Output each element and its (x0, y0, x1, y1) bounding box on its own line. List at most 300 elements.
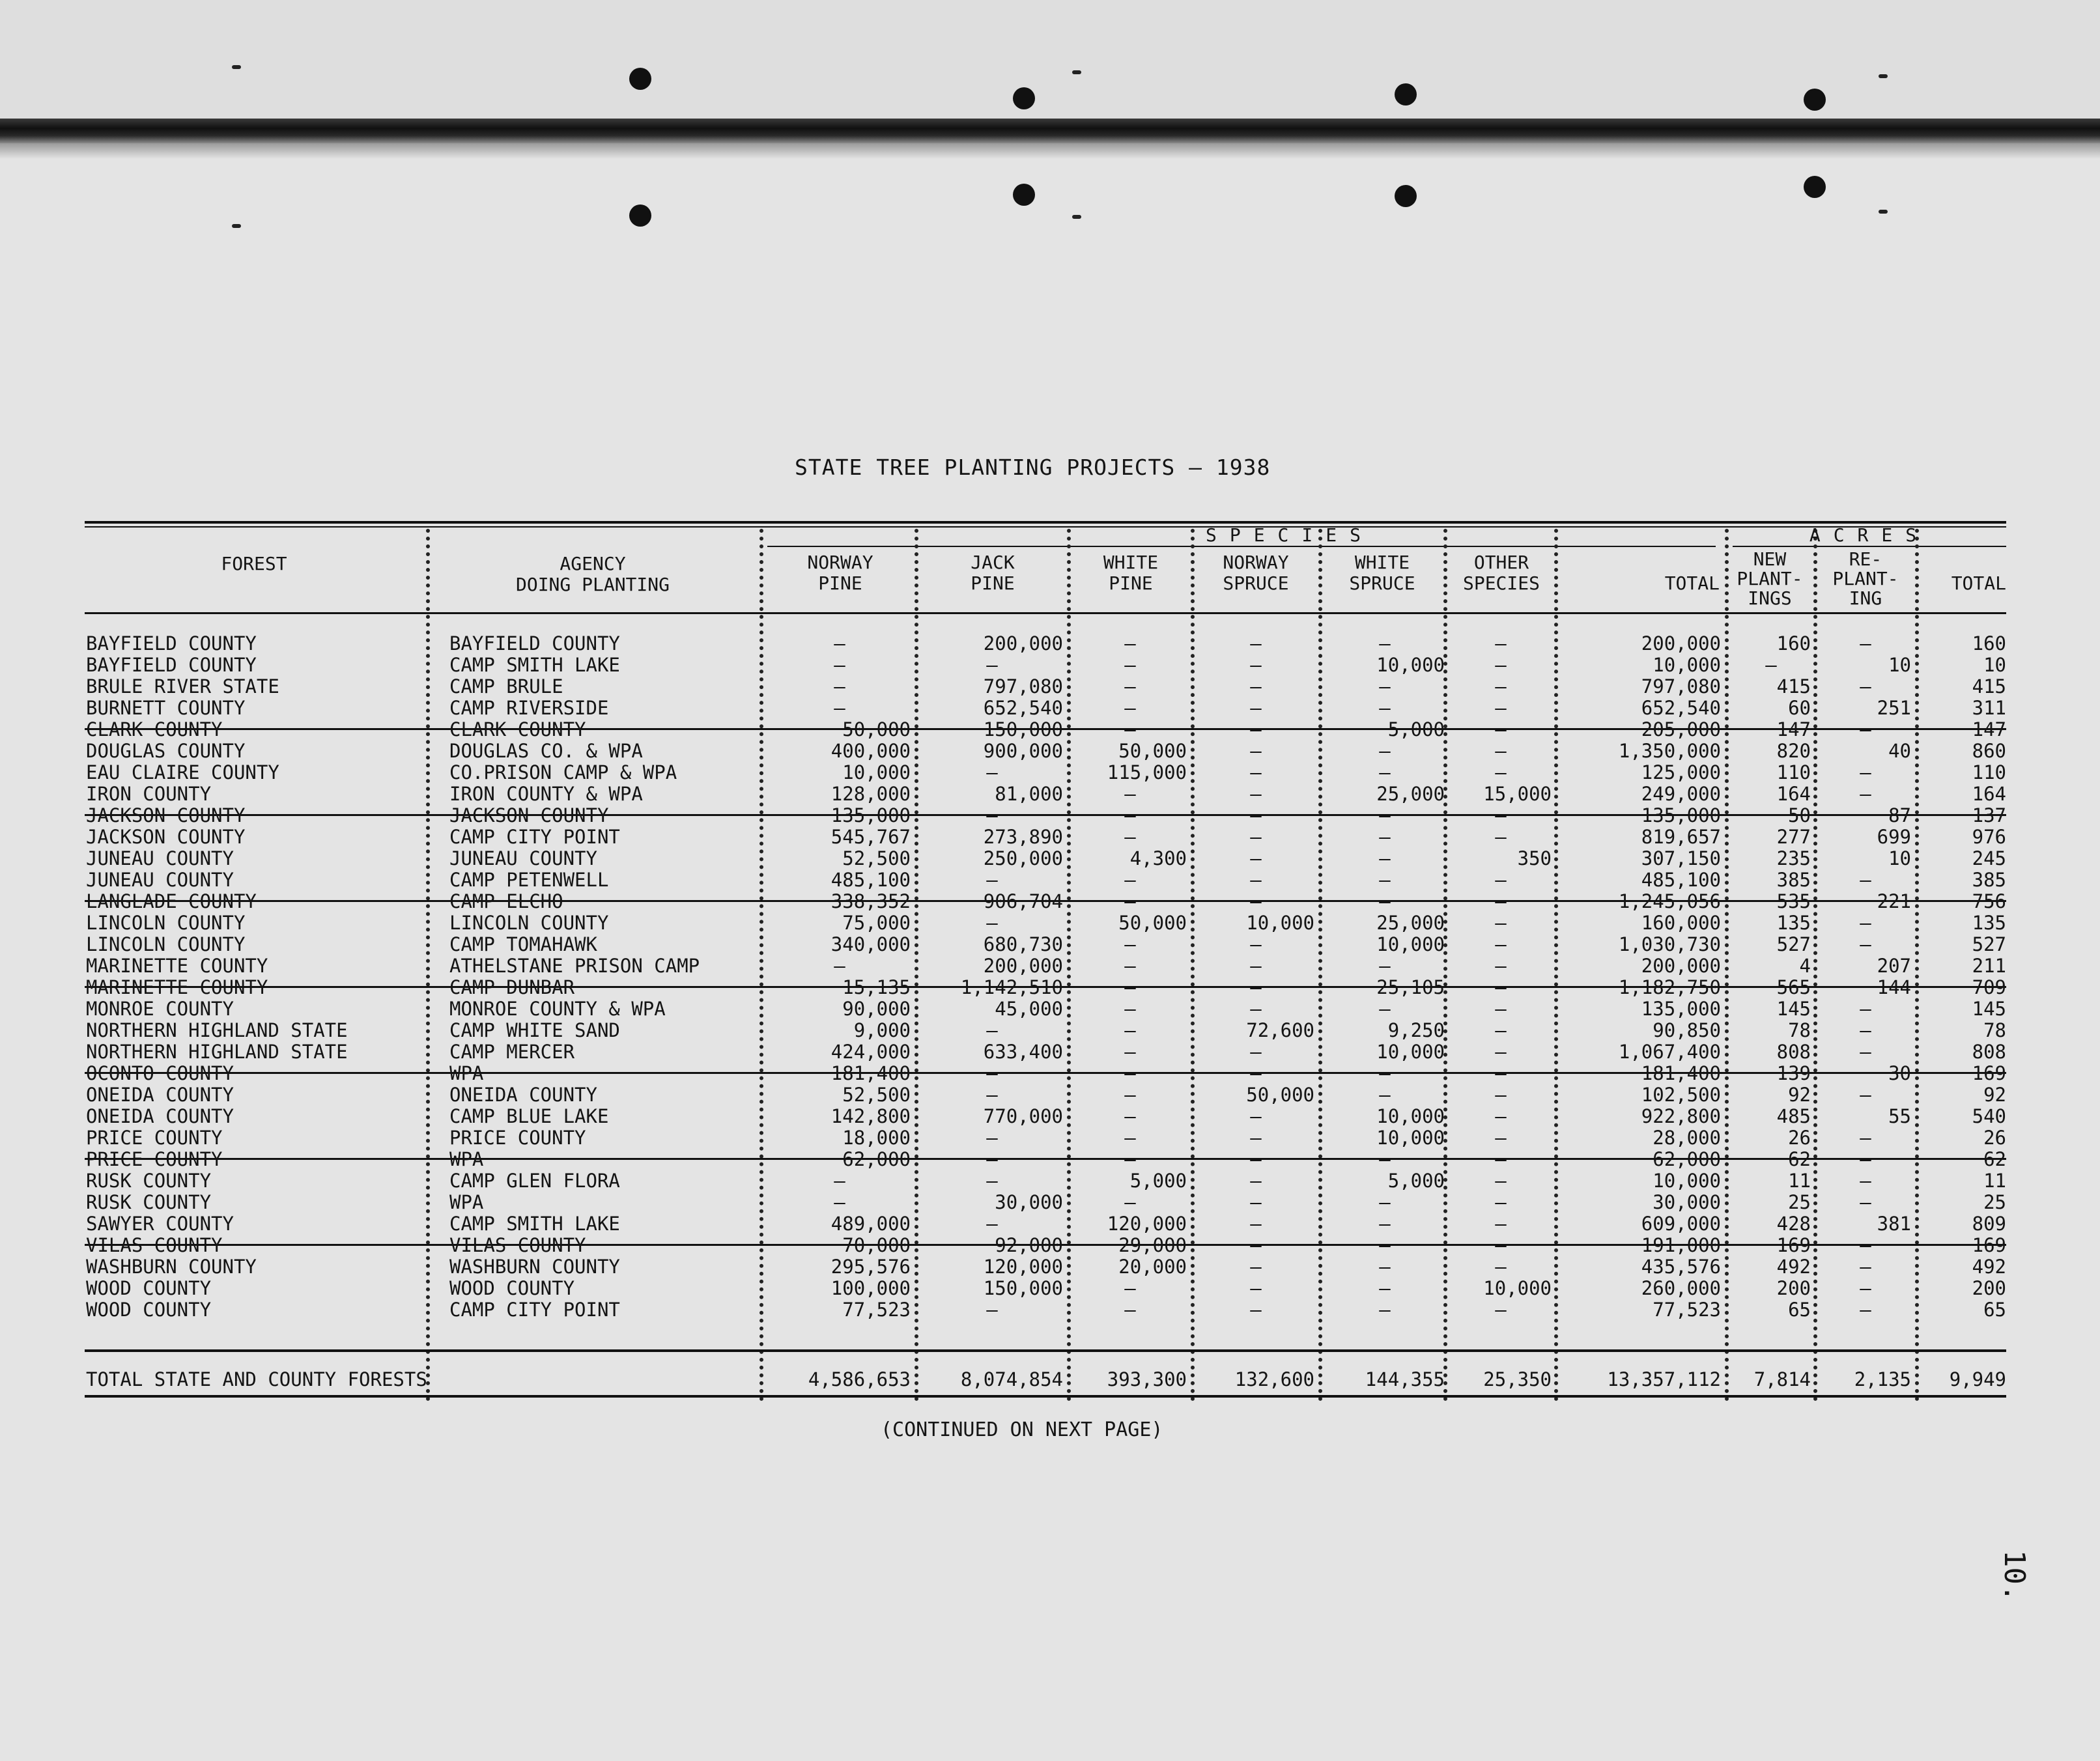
cell-forest: BURNETT COUNTY (86, 697, 246, 719)
header-species-group: SPECIES (1205, 524, 1374, 546)
cell-total-trees: 102,500 (1641, 1084, 1721, 1106)
cell-new-plantings: 62 (1788, 1148, 1811, 1170)
cell-white-spruce: — (1379, 1191, 1391, 1213)
header-jack-pine (921, 552, 1064, 594)
cell-norway-spruce: 10,000 (1246, 912, 1314, 934)
cell-white-spruce: — (1379, 890, 1391, 912)
cell-total-trees: 260,000 (1641, 1277, 1721, 1299)
header-norway-pine-line1: NORWAY (807, 552, 873, 573)
table-body (0, 633, 2100, 1321)
totals-white-spruce: 144,355 (1365, 1368, 1445, 1390)
cell-jack-pine: 250,000 (983, 847, 1063, 869)
cell-agency: CAMP CITY POINT (449, 1299, 620, 1321)
cell-forest: RUSK COUNTY (86, 1170, 212, 1192)
cell-jack-pine: — (986, 804, 998, 826)
table-row (0, 826, 2100, 848)
cell-norway-pine: 50,000 (842, 718, 911, 740)
cell-white-pine: — (1124, 1299, 1136, 1321)
cell-norway-pine: 181,400 (830, 1062, 911, 1084)
cell-acres-total: 160 (1972, 632, 2006, 655)
cell-jack-pine: 200,000 (983, 955, 1063, 977)
cell-re-planting: 55 (1888, 1105, 1911, 1127)
header-re-planting-line1: RE- (1849, 548, 1882, 570)
cell-norway-spruce: — (1250, 955, 1262, 977)
cell-white-spruce: — (1379, 1256, 1391, 1278)
cell-forest: LINCOLN COUNTY (86, 912, 246, 934)
cell-agency: ONEIDA COUNTY (449, 1084, 597, 1106)
cell-total-trees: 10,000 (1653, 1170, 1721, 1192)
totals-row (0, 1368, 2100, 1391)
totals-re-planting: 2,135 (1854, 1368, 1911, 1390)
cell-other-species: 350 (1517, 847, 1552, 869)
cell-other-species: — (1495, 1191, 1507, 1213)
cell-acres-total: 169 (1972, 1062, 2006, 1084)
cell-total-trees: 90,850 (1653, 1019, 1721, 1041)
cell-re-planting: 251 (1877, 697, 1911, 719)
cell-other-species: — (1495, 1062, 1507, 1084)
cell-forest: BRULE RIVER STATE (86, 675, 279, 697)
table-row (0, 1256, 2100, 1278)
cell-agency: JACKSON COUNTY (449, 804, 609, 826)
cell-other-species: — (1495, 718, 1507, 740)
cell-other-species: — (1495, 654, 1507, 676)
cell-forest: SAWYER COUNTY (86, 1213, 234, 1235)
cell-new-plantings: 65 (1788, 1299, 1811, 1321)
cell-forest: MARINETTE COUNTY (86, 955, 268, 977)
cell-new-plantings: 415 (1776, 675, 1811, 697)
cell-jack-pine: — (986, 1299, 998, 1321)
cell-forest: BAYFIELD COUNTY (86, 632, 257, 655)
cell-agency: CAMP TOMAHAWK (449, 933, 597, 955)
cell-norway-spruce: — (1250, 1234, 1262, 1256)
cell-new-plantings: 200 (1776, 1277, 1811, 1299)
cell-white-spruce: 25,105 (1376, 976, 1445, 998)
cell-white-spruce: — (1379, 998, 1391, 1020)
cell-white-spruce: — (1379, 1213, 1391, 1235)
cell-norway-pine: 485,100 (830, 869, 911, 891)
scan-speck (1879, 74, 1888, 78)
cell-acres-total: 110 (1972, 761, 2006, 783)
table-row (0, 676, 2100, 697)
cell-new-plantings: 11 (1788, 1170, 1811, 1192)
cell-other-species: — (1495, 1170, 1507, 1192)
cell-white-pine: — (1124, 1041, 1136, 1063)
cell-white-pine: — (1124, 1084, 1136, 1106)
cell-jack-pine: — (986, 1148, 998, 1170)
cell-norway-pine: — (834, 675, 845, 697)
cell-white-spruce: 10,000 (1376, 1105, 1445, 1127)
table-row (0, 955, 2100, 977)
cell-forest: PRICE COUNTY (86, 1148, 223, 1170)
cell-other-species: — (1495, 1148, 1507, 1170)
cell-norway-pine: 400,000 (830, 740, 911, 762)
cell-jack-pine: 906,704 (983, 890, 1063, 912)
cell-white-spruce: — (1379, 826, 1391, 848)
cell-norway-pine: 545,767 (830, 826, 911, 848)
header-jack-pine-line2: PINE (971, 572, 1015, 594)
table-row (0, 655, 2100, 676)
cell-total-trees: 200,000 (1641, 955, 1721, 977)
cell-acres-total: 527 (1972, 933, 2006, 955)
cell-new-plantings: 235 (1776, 847, 1811, 869)
table-bottom-rule (85, 1395, 2006, 1398)
cell-white-pine: 4,300 (1129, 847, 1187, 869)
cell-new-plantings: 92 (1788, 1084, 1811, 1106)
cell-acres-total: 92 (1983, 1084, 2006, 1106)
table-row (0, 977, 2100, 998)
cell-norway-pine: 62,000 (842, 1148, 911, 1170)
cell-norway-pine: 340,000 (830, 933, 911, 955)
cell-norway-spruce: — (1250, 1256, 1262, 1278)
cell-norway-spruce: — (1250, 632, 1262, 655)
cell-white-spruce: 5,000 (1387, 718, 1445, 740)
table-row (0, 869, 2100, 891)
cell-other-species: — (1495, 697, 1507, 719)
cell-forest: JACKSON COUNTY (86, 804, 246, 826)
cell-acres-total: 65 (1983, 1299, 2006, 1321)
cell-acres-total: 11 (1983, 1170, 2006, 1192)
cell-forest: DOUGLAS COUNTY (86, 740, 246, 762)
cell-acres-total: 860 (1972, 740, 2006, 762)
totals-acres: 9,949 (1949, 1368, 2006, 1390)
scan-speck (232, 224, 241, 228)
cell-other-species: — (1495, 1234, 1507, 1256)
cell-acres-total: 169 (1972, 1234, 2006, 1256)
header-white-pine-line2: PINE (1109, 572, 1153, 594)
cell-acres-total: 164 (1972, 783, 2006, 805)
cell-white-spruce: — (1379, 1277, 1391, 1299)
cell-jack-pine: 1,142,510 (960, 976, 1063, 998)
table-row (0, 1235, 2100, 1256)
cell-new-plantings: 78 (1788, 1019, 1811, 1041)
table-row (0, 1127, 2100, 1149)
cell-norway-spruce: — (1250, 1062, 1262, 1084)
table-row (0, 740, 2100, 762)
cell-re-planting: 144 (1877, 976, 1911, 998)
cell-white-spruce: — (1379, 847, 1391, 869)
cell-acres-total: 147 (1972, 718, 2006, 740)
header-acres-group: ACRES (1809, 524, 1930, 546)
cell-jack-pine: 30,000 (995, 1191, 1063, 1213)
cell-white-pine: — (1124, 1062, 1136, 1084)
cell-re-planting: — (1860, 998, 1871, 1020)
cell-new-plantings: 4 (1799, 955, 1811, 977)
cell-white-spruce: 9,250 (1387, 1019, 1445, 1041)
cell-forest: BAYFIELD COUNTY (86, 654, 257, 676)
cell-forest: OCONTO COUNTY (86, 1062, 234, 1084)
cell-agency: WASHBURN COUNTY (449, 1256, 620, 1278)
cell-new-plantings: 139 (1776, 1062, 1811, 1084)
cell-agency: WPA (449, 1062, 484, 1084)
cell-re-planting: 10 (1888, 654, 1911, 676)
cell-total-trees: 135,000 (1641, 998, 1721, 1020)
cell-white-spruce: — (1379, 697, 1391, 719)
header-white-spruce-line1: WHITE (1354, 552, 1410, 573)
cell-jack-pine: — (986, 1213, 998, 1235)
cell-forest: CLARK COUNTY (86, 718, 223, 740)
cell-agency: CAMP BLUE LAKE (449, 1105, 609, 1127)
totals-top-rule (85, 1349, 2006, 1352)
cell-re-planting: — (1860, 1127, 1871, 1149)
cell-jack-pine: — (986, 869, 998, 891)
cell-new-plantings: 50 (1788, 804, 1811, 826)
cell-agency: JUNEAU COUNTY (449, 847, 597, 869)
header-other-species (1450, 552, 1553, 594)
header-norway-pine (769, 552, 912, 594)
cell-total-trees: 160,000 (1641, 912, 1721, 934)
cell-other-species: — (1495, 1084, 1507, 1106)
cell-other-species: 10,000 (1483, 1277, 1552, 1299)
cell-total-trees: 652,540 (1641, 697, 1721, 719)
cell-jack-pine: 273,890 (983, 826, 1063, 848)
cell-norway-spruce: — (1250, 1213, 1262, 1235)
cell-norway-pine: — (834, 1170, 845, 1192)
cell-white-pine: — (1124, 1148, 1136, 1170)
cell-other-species: — (1495, 1256, 1507, 1278)
table-row (0, 762, 2100, 783)
cell-white-pine: 120,000 (1107, 1213, 1187, 1235)
cell-other-species: — (1495, 869, 1507, 891)
cell-white-spruce: — (1379, 1234, 1391, 1256)
cell-acres-total: 756 (1972, 890, 2006, 912)
header-norway-spruce (1197, 552, 1314, 594)
header-white-spruce (1325, 552, 1440, 594)
header-re-planting-line3: ING (1849, 587, 1882, 609)
cell-acres-total: 809 (1972, 1213, 2006, 1235)
cell-agency: DOUGLAS CO. & WPA (449, 740, 643, 762)
cell-norway-spruce: — (1250, 718, 1262, 740)
cell-re-planting: 30 (1888, 1062, 1911, 1084)
header-jack-pine-line1: JACK (971, 552, 1015, 573)
cell-forest: WOOD COUNTY (86, 1277, 212, 1299)
header-acres-total: TOTAL (1951, 572, 2006, 594)
cell-re-planting: 40 (1888, 740, 1911, 762)
binder-hole (629, 68, 651, 90)
cell-norway-pine: — (834, 632, 845, 655)
cell-norway-pine: 90,000 (842, 998, 911, 1020)
cell-re-planting: 221 (1877, 890, 1911, 912)
cell-norway-pine: 128,000 (830, 783, 911, 805)
scan-speck (1879, 210, 1888, 214)
cell-norway-pine: 9,000 (853, 1019, 911, 1041)
cell-norway-spruce: — (1250, 998, 1262, 1020)
totals-label: TOTAL STATE AND COUNTY FORESTS (86, 1368, 427, 1390)
cell-white-spruce: — (1379, 675, 1391, 697)
table-row (0, 998, 2100, 1020)
cell-white-pine: — (1124, 933, 1136, 955)
cell-total-trees: 62,000 (1653, 1148, 1721, 1170)
cell-total-trees: 1,067,400 (1618, 1041, 1721, 1063)
binder-hole (1395, 185, 1417, 207)
cell-total-trees: 181,400 (1641, 1062, 1721, 1084)
table-row (0, 934, 2100, 955)
table-row (0, 805, 2100, 826)
cell-norway-spruce: — (1250, 1127, 1262, 1149)
cell-other-species: — (1495, 933, 1507, 955)
cell-re-planting: — (1860, 1299, 1871, 1321)
species-group-rule (767, 546, 1716, 547)
page-fold (0, 119, 2100, 143)
table-row (0, 891, 2100, 912)
cell-re-planting: — (1860, 912, 1871, 934)
cell-norway-pine: 135,000 (830, 804, 911, 826)
cell-new-plantings: 808 (1776, 1041, 1811, 1063)
cell-jack-pine: 680,730 (983, 933, 1063, 955)
cell-forest: JUNEAU COUNTY (86, 847, 234, 869)
table-row (0, 1020, 2100, 1041)
cell-norway-spruce: — (1250, 933, 1262, 955)
cell-total-trees: 797,080 (1641, 675, 1721, 697)
header-total-trees: TOTAL (1664, 572, 1720, 594)
cell-forest: MARINETTE COUNTY (86, 976, 268, 998)
binder-hole (1804, 89, 1826, 111)
cell-norway-pine: — (834, 654, 845, 676)
cell-norway-pine: 100,000 (830, 1277, 911, 1299)
cell-total-trees: 77,523 (1653, 1299, 1721, 1321)
cell-re-planting: — (1860, 933, 1871, 955)
cell-total-trees: 30,000 (1653, 1191, 1721, 1213)
header-norway-spruce-line2: SPRUCE (1223, 572, 1289, 594)
cell-norway-pine: — (834, 955, 845, 977)
header-re-planting-line2: PLANT- (1832, 568, 1899, 589)
cell-white-pine: — (1124, 1105, 1136, 1127)
cell-re-planting: — (1860, 1277, 1871, 1299)
cell-white-spruce: — (1379, 761, 1391, 783)
cell-jack-pine: 633,400 (983, 1041, 1063, 1063)
table-row (0, 633, 2100, 655)
cell-new-plantings: 60 (1788, 697, 1811, 719)
cell-white-pine: 29,000 (1118, 1234, 1187, 1256)
cell-acres-total: 245 (1972, 847, 2006, 869)
cell-norway-spruce: — (1250, 740, 1262, 762)
cell-white-pine: — (1124, 998, 1136, 1020)
cell-other-species: 15,000 (1483, 783, 1552, 805)
cell-re-planting: — (1860, 783, 1871, 805)
cell-new-plantings: 385 (1776, 869, 1811, 891)
cell-forest: LINCOLN COUNTY (86, 933, 246, 955)
cell-white-spruce: 5,000 (1387, 1170, 1445, 1192)
cell-norway-spruce: — (1250, 761, 1262, 783)
cell-agency: WPA (449, 1191, 484, 1213)
header-agency-line2: DOING PLANTING (515, 574, 670, 595)
cell-forest: VILAS COUNTY (86, 1234, 223, 1256)
cell-norway-spruce: — (1250, 1105, 1262, 1127)
cell-re-planting: — (1860, 1041, 1871, 1063)
cell-total-trees: 249,000 (1641, 783, 1721, 805)
header-other-species-line2: SPECIES (1462, 572, 1540, 594)
cell-new-plantings: — (1765, 654, 1777, 676)
header-agency (449, 554, 736, 595)
cell-acres-total: 211 (1972, 955, 2006, 977)
cell-white-pine: — (1124, 890, 1136, 912)
cell-re-planting: 699 (1877, 826, 1911, 848)
cell-acres-total: 10 (1983, 654, 2006, 676)
cell-new-plantings: 110 (1776, 761, 1811, 783)
cell-other-species: — (1495, 955, 1507, 977)
cell-agency: CAMP BRULE (449, 675, 563, 697)
cell-other-species: — (1495, 804, 1507, 826)
cell-acres-total: 200 (1972, 1277, 2006, 1299)
binder-hole (1013, 184, 1035, 206)
table-row (0, 1213, 2100, 1235)
cell-forest: NORTHERN HIGHLAND STATE (86, 1041, 348, 1063)
cell-white-pine: — (1124, 1277, 1136, 1299)
scan-speck (1072, 70, 1081, 74)
header-norway-pine-line2: PINE (818, 572, 862, 594)
cell-forest: ONEIDA COUNTY (86, 1084, 234, 1106)
cell-norway-spruce: — (1250, 826, 1262, 848)
cell-white-spruce: — (1379, 1299, 1391, 1321)
cell-total-trees: 125,000 (1641, 761, 1721, 783)
cell-forest: MONROE COUNTY (86, 998, 234, 1020)
cell-norway-spruce: — (1250, 976, 1262, 998)
cell-acres-total: 26 (1983, 1127, 2006, 1149)
cell-forest: NORTHERN HIGHLAND STATE (86, 1019, 348, 1041)
cell-norway-spruce: — (1250, 1170, 1262, 1192)
header-white-spruce-line2: SPRUCE (1349, 572, 1415, 594)
cell-white-spruce: 25,000 (1376, 912, 1445, 934)
cell-new-plantings: 160 (1776, 632, 1811, 655)
cell-jack-pine: 900,000 (983, 740, 1063, 762)
totals-new-plantings: 7,814 (1753, 1368, 1811, 1390)
cell-forest: RUSK COUNTY (86, 1191, 212, 1213)
table-row (0, 848, 2100, 869)
page-top-margin (0, 0, 2100, 130)
cell-acres-total: 25 (1983, 1191, 2006, 1213)
cell-white-pine: 115,000 (1107, 761, 1187, 783)
table-row (0, 697, 2100, 719)
cell-jack-pine: 652,540 (983, 697, 1063, 719)
cell-agency: CAMP CITY POINT (449, 826, 620, 848)
cell-re-planting: — (1860, 761, 1871, 783)
cell-re-planting: — (1860, 1191, 1871, 1213)
cell-jack-pine: 45,000 (995, 998, 1063, 1020)
cell-total-trees: 307,150 (1641, 847, 1721, 869)
cell-acres-total: 415 (1972, 675, 2006, 697)
totals-jack-pine: 8,074,854 (960, 1368, 1063, 1390)
cell-total-trees: 1,030,730 (1618, 933, 1721, 955)
cell-acres-total: 709 (1972, 976, 2006, 998)
header-white-pine (1073, 552, 1188, 594)
cell-jack-pine: — (986, 1170, 998, 1192)
header-bottom-rule (85, 612, 2006, 614)
header-new-plantings-line3: INGS (1748, 587, 1792, 609)
cell-white-pine: — (1124, 804, 1136, 826)
totals-white-pine: 393,300 (1107, 1368, 1187, 1390)
totals-trees: 13,357,112 (1607, 1368, 1721, 1390)
cell-white-spruce: — (1379, 1062, 1391, 1084)
cell-re-planting: 87 (1888, 804, 1911, 826)
binder-hole (1804, 176, 1826, 198)
cell-total-trees: 1,182,750 (1618, 976, 1721, 998)
cell-acres-total: 135 (1972, 912, 2006, 934)
scan-speck (232, 65, 241, 69)
header-norway-spruce-line1: NORWAY (1223, 552, 1289, 573)
cell-white-pine: — (1124, 1127, 1136, 1149)
cell-acres-total: 137 (1972, 804, 2006, 826)
cell-re-planting: 381 (1877, 1213, 1911, 1235)
table-row (0, 1063, 2100, 1084)
cell-new-plantings: 164 (1776, 783, 1811, 805)
cell-total-trees: 819,657 (1641, 826, 1721, 848)
header-white-pine-line1: WHITE (1103, 552, 1159, 573)
cell-forest: LANGLADE COUNTY (86, 890, 257, 912)
totals-norway-pine: 4,586,653 (808, 1368, 911, 1390)
cell-norway-pine: 15,135 (842, 976, 911, 998)
cell-agency: CO.PRISON CAMP & WPA (449, 761, 677, 783)
cell-agency: WPA (449, 1148, 484, 1170)
table-row (0, 1278, 2100, 1299)
